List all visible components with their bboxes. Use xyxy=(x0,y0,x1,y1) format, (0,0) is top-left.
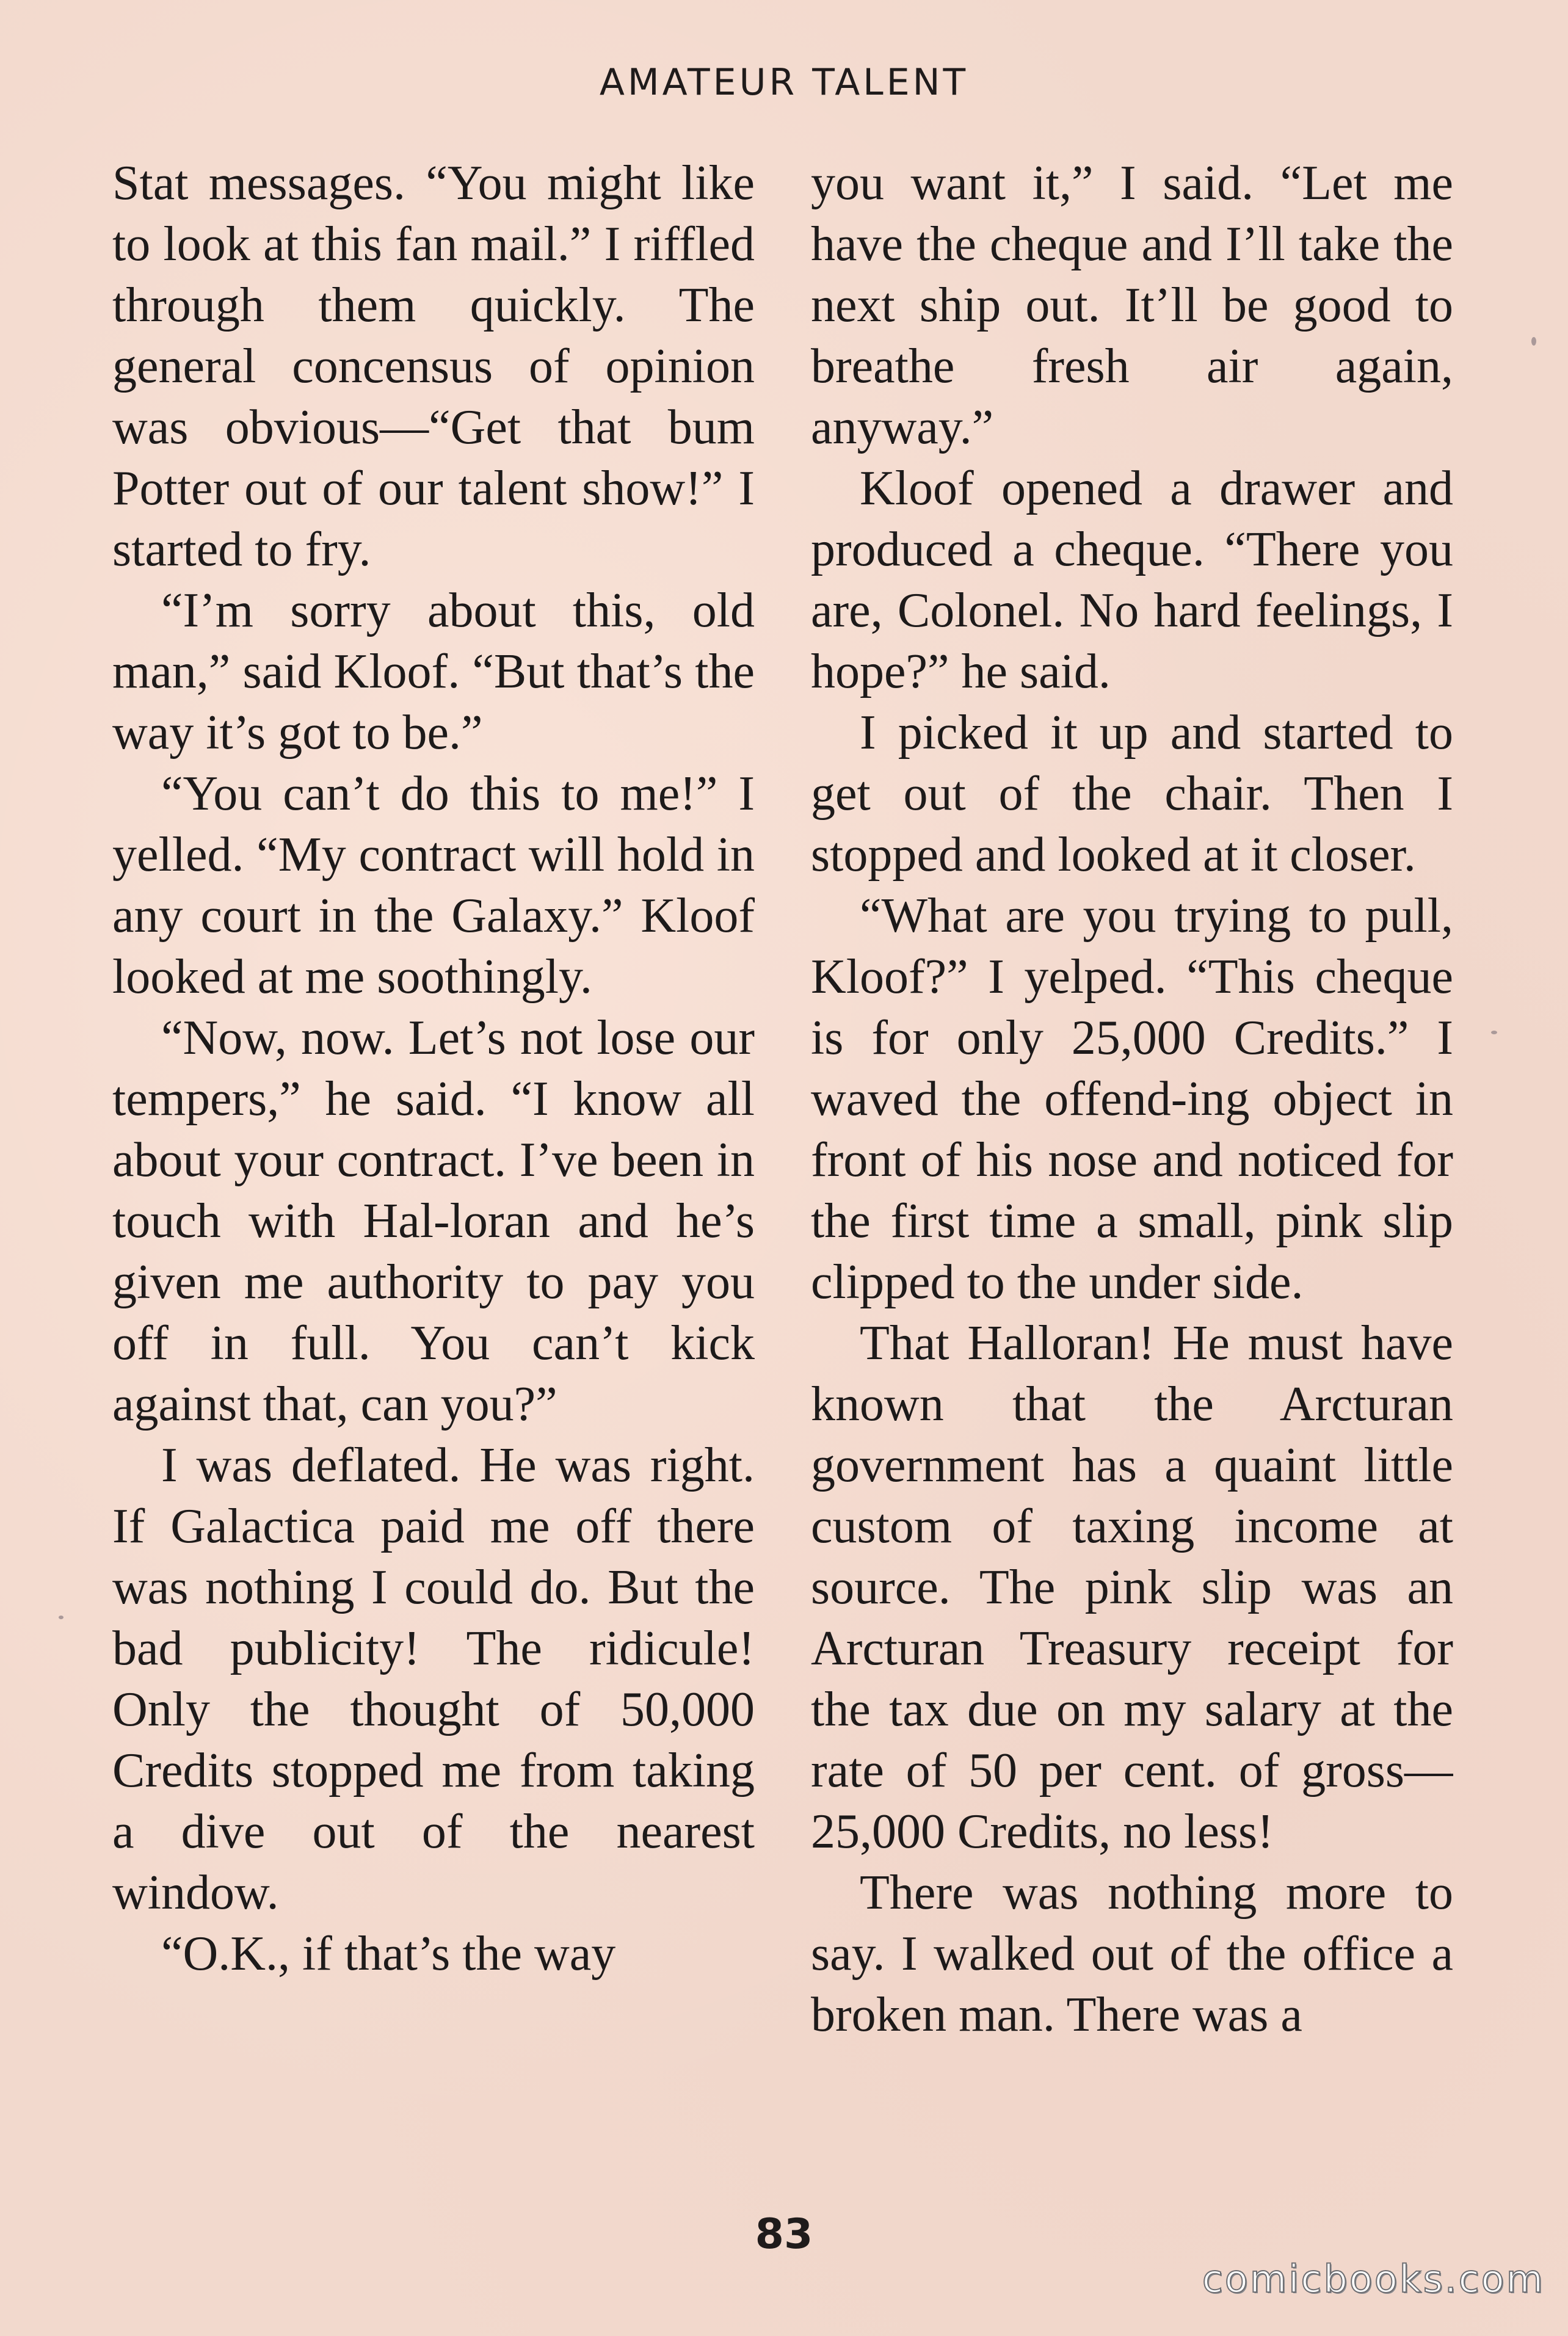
paper-speck xyxy=(1531,337,1536,346)
paragraph: I picked it up and started to get out of the chair. Then I stopped and looked at it closer. xyxy=(811,706,1453,882)
paragraph: “Now, now. Let’s not lose our tempers,” he said. “I know all about your contract. I’ve been in touch with Hal-loran and he’s given me authority to pay you off in full. You can’t kick against that, can you?” xyxy=(112,1011,755,1431)
paragraph: Kloof opened a drawer and produced a cheque. “There you are, Colonel. No hard feelings, I hope?” he said. xyxy=(811,462,1453,698)
watermark: comicbooks.com xyxy=(1202,2257,1545,2301)
paragraph: Stat messages. “You might like to look at this fan mail.” I riffled through them quickly. The general concensus of opinion was obvious—“Get that bum Potter out of our talent show!” I started to fry. xyxy=(112,156,755,576)
paragraph: That Halloran! He must have known that the Arcturan government has a quaint little custom of taxing income at source. The pink slip was an Arcturan Treasury receipt for the tax due on my salary at the rate of 50 per cent. of gross—25,000 Credits, no less! xyxy=(811,1316,1453,1859)
page-number: 83 xyxy=(755,2210,813,2258)
paragraph: “I’m sorry about this, old man,” said Kloof. “But that’s the way it’s got to be.” xyxy=(112,584,755,760)
paragraph: “O.K., if that’s the way xyxy=(161,1927,616,1981)
running-head: AMATEUR TALENT xyxy=(599,61,969,104)
paragraph: “What are you trying to pull, Kloof?” I yelped. “This cheque is for only 25,000 Credits.” I waved the offend-ing object in front of his nose and noticed for the first time a small, pink slip clipped to the under side. xyxy=(811,889,1453,1309)
paper-speck xyxy=(59,1616,64,1619)
paragraph: There was nothing more to say. I walked out of the office a broken man. There was a xyxy=(811,1866,1453,2042)
paragraph: I was deflated. He was right. If Galactica paid me off there was nothing I could do. But the bad publicity! The ridicule! Only the thought of 50,000 Credits stopped me from taking a dive out of the nearest window. xyxy=(112,1438,755,1920)
text-column-right xyxy=(811,153,1453,2167)
paper-speck xyxy=(1491,1031,1497,1034)
paragraph: “You can’t do this to me!” I yelled. “My contract will hold in any court in the Galaxy.” Kloof looked at me soothingly. xyxy=(112,767,755,1004)
text-column-left xyxy=(112,153,755,2167)
paragraph: you want it,” I said. “Let me have the cheque and I’ll take the next ship out. It’ll be good to breathe fresh air again, anyway.” xyxy=(811,156,1453,454)
